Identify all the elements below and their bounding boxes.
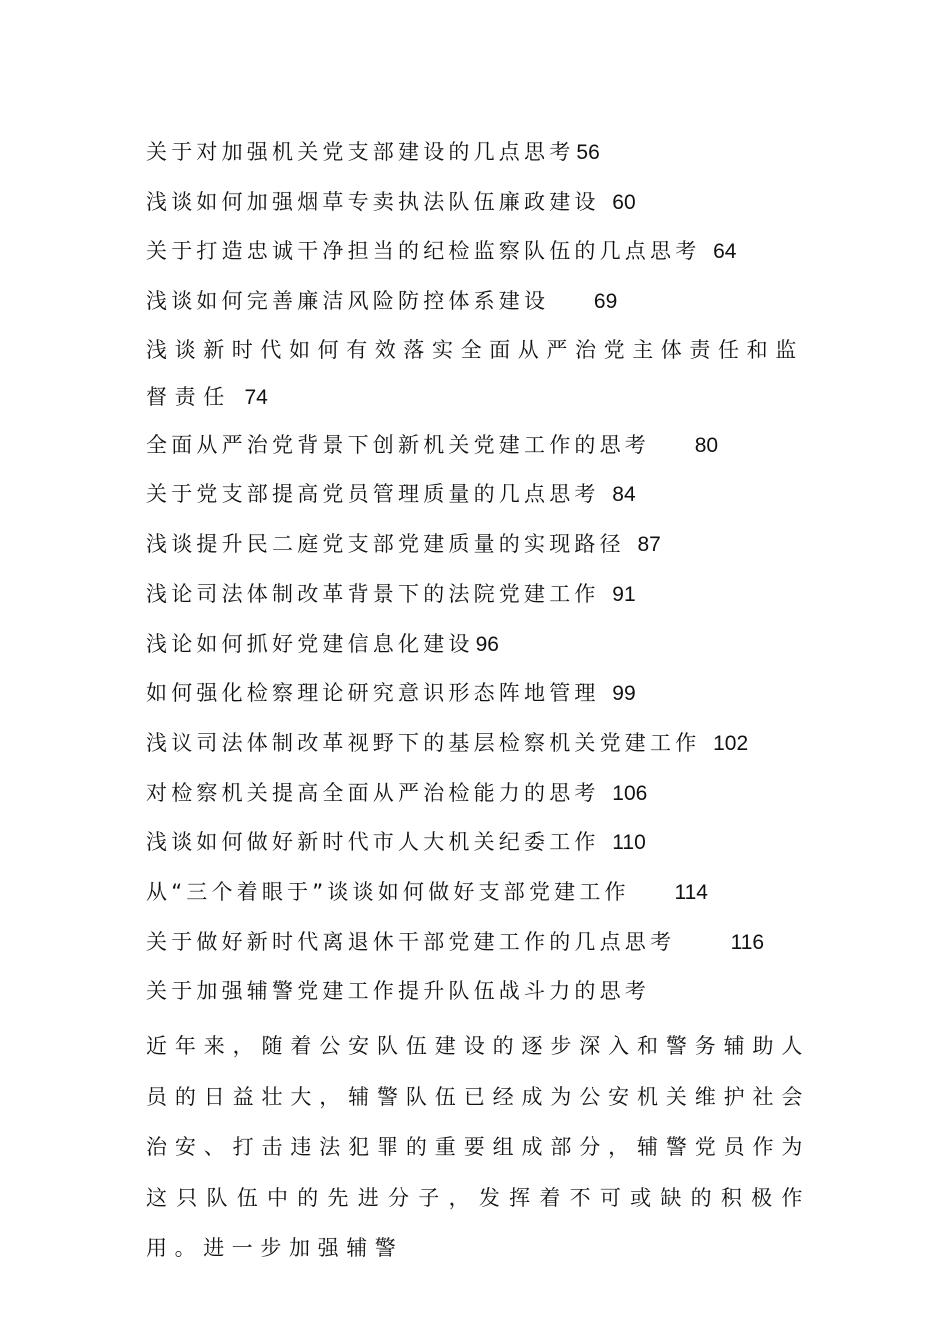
- toc-entry-title: 浅论司法体制改革背景下的法院党建工作: [146, 581, 600, 606]
- toc-entry-title: 关于做好新时代离退休干部党建工作的几点思考: [146, 929, 676, 954]
- toc-entry-page: 102: [713, 731, 749, 755]
- toc-entry-page: 96: [475, 632, 499, 656]
- toc-entry-title: 对检察机关提高全面从严治检能力的思考: [146, 780, 600, 805]
- toc-entry-page: 114: [674, 880, 708, 904]
- toc-entry-page: 116: [730, 930, 765, 954]
- toc-entry: [146, 669, 816, 719]
- toc-entry-title: 浅议司法体制改革视野下的基层检察机关党建工作: [146, 730, 701, 755]
- toc-entry-page: 69: [593, 290, 618, 314]
- toc-entry-title: 关于打造忠诚干净担当的纪检监察队伍的几点思考: [146, 239, 701, 264]
- toc-entry-title: 浅谈如何完善廉洁风险防控体系建设: [146, 289, 550, 314]
- toc-entry-title: 如何强化检察理论研究意识形态阵地管理: [146, 681, 600, 706]
- toc-entry-title: 浅谈如何做好新时代市人大机关纪委工作: [146, 830, 600, 855]
- toc-entry-page: 60: [612, 190, 636, 214]
- body-paragraph: 近年来，随着公安队伍建设的逐步深入和警务辅助人员的日益壮大，辅警队伍已经成为公安机关维护社会治安、打击违法犯罪的重要组成部分，辅警党员作为这只队伍中的先进分子，发挥着不可或缺的积极作用。进一步加强辅警: [146, 1034, 810, 1261]
- toc-entry: [146, 421, 816, 471]
- toc-entry: [146, 918, 816, 968]
- toc-entry: [146, 769, 816, 819]
- section-heading-text: 关于加强辅警党建工作提升队伍战斗力的思考: [146, 979, 650, 1004]
- toc-entry: [146, 719, 816, 769]
- toc-entry-title: 全面从严治党背景下创新机关党建工作的思考: [146, 432, 650, 457]
- toc-entry-page: 110: [612, 831, 646, 855]
- toc-entry-title: 浅谈新时代如何有效落实全面从严治党主体责任和监督责任: [146, 337, 804, 409]
- toc-entry: [146, 227, 816, 277]
- toc-entry: [146, 520, 816, 570]
- toc-entry: [146, 570, 816, 620]
- toc-entry-title: 浅谈提升民二庭党支部党建质量的实现路径: [146, 532, 625, 557]
- toc-entry-title: 浅谈如何加强烟草专卖执法队伍廉政建设: [146, 189, 600, 214]
- toc-entry-page: 106: [612, 781, 648, 805]
- toc-entry-title: 关于对加强机关党支部建设的几点思考: [146, 140, 575, 164]
- section-heading: [146, 967, 816, 1017]
- body-text: [146, 1021, 810, 1274]
- toc-entry: [146, 868, 816, 918]
- toc-entry-page: 91: [612, 582, 636, 606]
- toc-entry: [146, 128, 816, 178]
- toc-entry-page: 80: [694, 433, 719, 457]
- toc-entry-page: 87: [637, 533, 661, 557]
- toc-entry: [146, 818, 816, 868]
- toc-entry: [146, 277, 816, 327]
- toc-entry: [146, 178, 816, 228]
- toc-entry: [146, 327, 816, 421]
- table-of-contents: [146, 128, 816, 1017]
- toc-entry-page: 74: [244, 385, 268, 409]
- toc-entry-title: 从“三个着眼于”谈谈如何做好支部党建工作: [146, 879, 630, 904]
- toc-entry-page: 99: [612, 682, 636, 706]
- toc-entry-title: 关于党支部提高党员管理质量的几点思考: [146, 482, 600, 507]
- toc-entry-page: 84: [612, 483, 636, 507]
- toc-entry-page: 64: [713, 240, 737, 264]
- toc-entry: [146, 470, 816, 520]
- toc-entry-page: 56: [576, 141, 600, 164]
- toc-entry-title: 浅论如何抓好党建信息化建设: [146, 631, 474, 656]
- toc-entry: [146, 620, 816, 670]
